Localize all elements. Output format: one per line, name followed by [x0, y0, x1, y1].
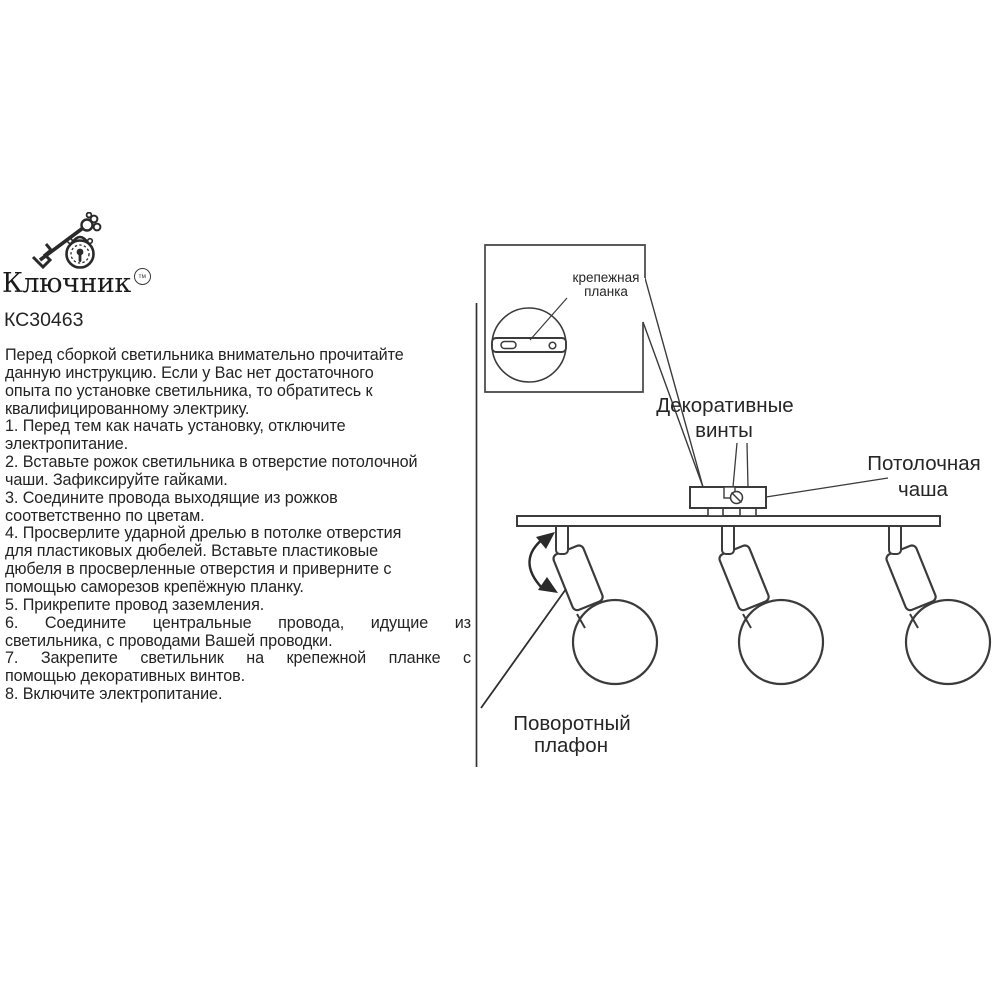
key-and-lock-icon [26, 212, 116, 276]
instruction-line: 1. Перед тем как начать установку, отключите [5, 417, 346, 436]
key-bow-ornament [94, 224, 101, 231]
spotlight-lamp-2 [718, 522, 823, 684]
model-number: КС30463 [4, 309, 84, 331]
instruction-line: 8. Включите электропитание. [5, 685, 223, 704]
cup-foot [708, 508, 723, 516]
keyhole-slot [79, 254, 82, 262]
instruction-line: дюбеля в просверленные отверстия и приверните с [5, 560, 392, 579]
instruction-line: для пластиковых дюбелей. Вставьте пластиковые [5, 542, 379, 561]
screws-label: винты [695, 419, 753, 442]
brand-name-text: Ключник [2, 268, 131, 299]
bracket-hole [549, 342, 556, 349]
instruction-line: светильника, с проводами Вашей проводки. [5, 631, 333, 650]
instruction-line: 4. Просверлите ударной дрелью в потолке отверстия [5, 524, 402, 543]
cup-label: Потолочная [867, 452, 981, 475]
spotlight-lamp-3 [885, 522, 990, 684]
key-crown [87, 213, 92, 218]
screws-label-leader [733, 443, 737, 487]
cup-foot [740, 508, 756, 516]
shade-label-leader [481, 589, 566, 708]
rotation-arrowhead [536, 532, 555, 549]
spotlight-lamp-1 [552, 522, 657, 684]
instruction-line: 7. Закрепите светильник на крепежной планке с [5, 649, 471, 668]
instruction-line: 5. Прикрепите провод заземления. [5, 595, 265, 614]
bracket-label: крепежная [572, 270, 640, 285]
cup-label: чаша [898, 478, 948, 501]
instruction-line: чаши. Зафиксируйте гайками. [5, 470, 228, 489]
instruction-line: соответственно по цветам. [5, 506, 205, 525]
bracket-label: планка [584, 284, 628, 299]
instruction-line: 3. Соедините провода выходящие из рожков [5, 488, 338, 507]
instruction-line: 2. Вставьте рожок светильника в отверстие потолочной [5, 453, 418, 472]
instructions-text [5, 347, 471, 704]
instruction-line: данную инструкцию. Если у Вас нет достаточного [5, 363, 374, 382]
inset-cone-line [645, 278, 703, 487]
instruction-line: помощью декоративных винтов. [5, 667, 245, 686]
trademark-badge: тм [134, 268, 151, 285]
assembly-diagram [455, 215, 1000, 790]
instruction-line: электропитание. [5, 435, 129, 454]
bracket-slot [501, 342, 516, 349]
cup-label-leader [766, 478, 888, 497]
screws-label-leader [747, 443, 748, 487]
instruction-line: опыта по установке светильника, то обратитесь к [5, 381, 373, 400]
instruction-line: Перед сборкой светильника внимательно прочитайте [5, 346, 404, 364]
rotation-arrow-icon [529, 538, 544, 588]
instruction-line: 6. Соедините центральные провода, идущие из [5, 613, 471, 632]
shade-label: плафон [533, 734, 609, 757]
instruction-line: квалифицированному электрику. [5, 399, 250, 418]
brand-name [2, 268, 151, 299]
ceiling-plate [517, 516, 940, 526]
instruction-line: помощью саморезов крепёжную планку. [5, 577, 304, 596]
shade-label: Поворотный [513, 712, 631, 735]
rotation-arrowhead [538, 577, 558, 593]
screws-label: Декоративные [656, 394, 794, 417]
